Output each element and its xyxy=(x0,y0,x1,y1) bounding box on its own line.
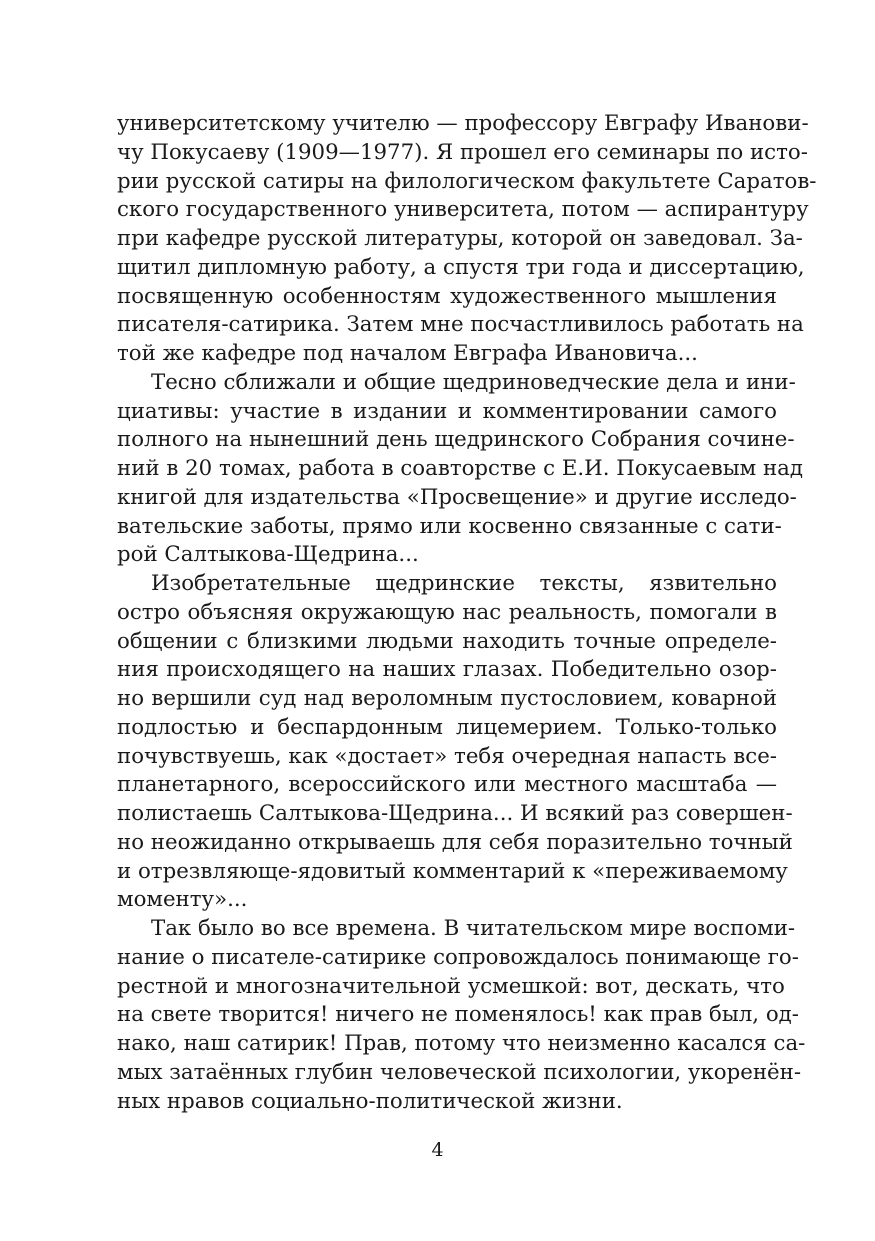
text-line: Тесно сближали и общие щедриноведческие дела и ини- xyxy=(151,369,796,395)
text-line: вательские заботы, прямо или косвенно связанные с сати- xyxy=(117,513,782,539)
text-line: посвященную особенностям художественного мышления xyxy=(117,283,777,309)
text-line: подлостью и беспардонным лицемерием. Только-только xyxy=(117,714,777,740)
text-line: но вершили суд над вероломным пустословием, коварной xyxy=(117,686,777,711)
text-line: рой Салтыкова-Щедрина... xyxy=(117,542,419,568)
text-line: но неожиданно открываешь для себя поразительно точный xyxy=(117,829,793,855)
text-line: ний в 20 томах, работа в соавторстве с Е.И. Покусаевым над xyxy=(117,456,803,481)
text-line: при кафедре русской литературы, которой он заведовал. За- xyxy=(117,226,803,251)
text-line: книгой для издательства «Просвещение» и другие исследо- xyxy=(117,484,797,510)
text-line: писателя-сатирика. Затем мне посчастливилось работать на xyxy=(117,312,804,338)
text-line: нание о писателе-сатирике сопровождалось понимающе го- xyxy=(117,944,799,970)
text-line: полного на нынешний день щедринского Собрания сочине- xyxy=(117,427,795,453)
text-line: ния происходящего на наших глазах. Победительно озор- xyxy=(117,657,777,683)
text-line: рии русской сатиры на филологическом факультете Саратов- xyxy=(117,168,817,194)
text-line: и отрезвляюще-ядовитый комментарий к «переживаемому xyxy=(117,858,788,884)
text-line: почувствуешь, как «достает» тебя очередная напасть все- xyxy=(117,743,777,769)
text-line: нако, наш сатирик! Прав, потому что неизменно касался са- xyxy=(117,1031,806,1056)
text-line: рестной и многозначительной усмешкой: вот, дескать, что xyxy=(117,973,785,999)
text-line: моменту»... xyxy=(117,887,248,913)
text-line: планетарного, всероссийского или местного масштаба — xyxy=(117,772,777,798)
text-line: Так было во все времена. В читательском мире воспоми- xyxy=(151,916,796,941)
text-line: общении с близкими людьми находить точные определе- xyxy=(117,628,777,654)
text-line: чу Покусаеву (1909—1977). Я прошел его семинары по исто- xyxy=(117,139,808,165)
text-line: университетскому учителю — профессору Евграфу Иванови- xyxy=(117,111,809,136)
text-line: той же кафедре под началом Евграфа Ивановича... xyxy=(117,341,698,366)
text-line: мых затаённых глубин человеческой психологии, укоренён- xyxy=(117,1059,802,1085)
text-line: ных нравов социально-политической жизни. xyxy=(117,1088,623,1114)
text-line: на свете творится! ничего не поменялось! как прав был, од- xyxy=(117,1002,799,1028)
text-line: остро объясняя окружающую нас реальность, помогали в xyxy=(117,599,777,625)
page-number: 4 xyxy=(431,1139,444,1161)
text-line: Изобретательные щедринские тексты, язвительно xyxy=(151,571,777,596)
text-line: циативы: участие в издании и комментировании самого xyxy=(117,398,777,424)
body-text xyxy=(117,110,817,1116)
text-line: ского государственного университета, потом — аспирантуру xyxy=(117,197,809,223)
text-line: полистаешь Салтыкова-Щедрина... И всякий раз совершен- xyxy=(117,801,793,826)
text-line: щитил дипломную работу, а спустя три года и диссертацию, xyxy=(117,254,805,280)
